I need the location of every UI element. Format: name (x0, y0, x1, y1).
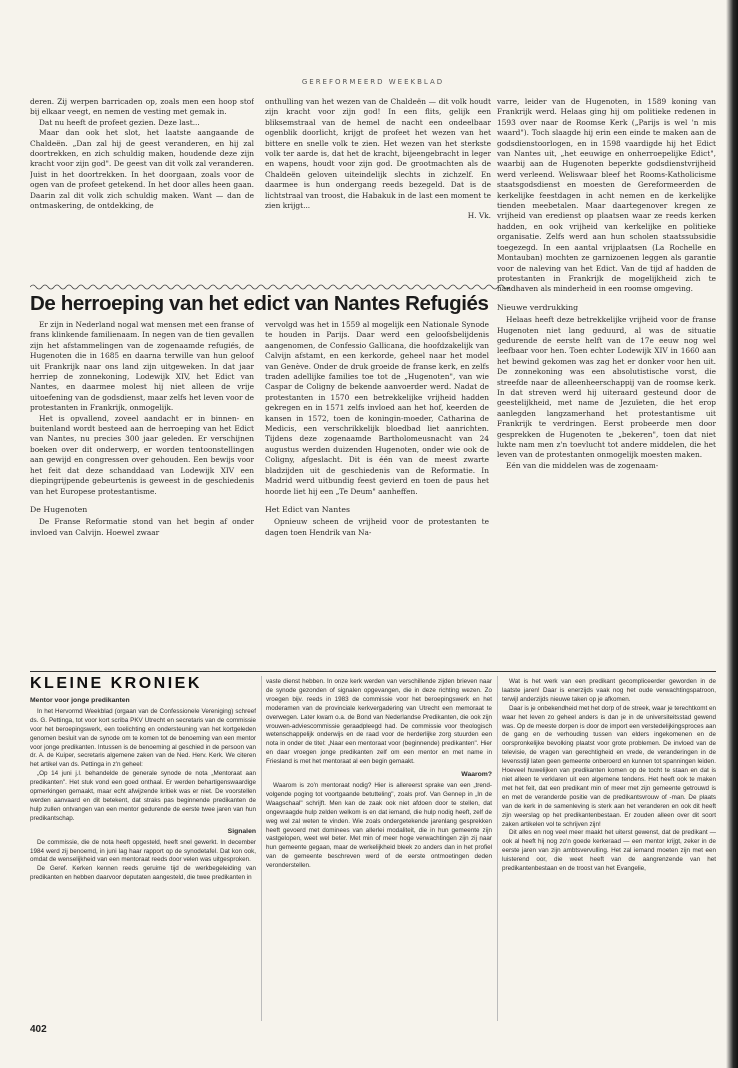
paragraph: Eén van die middelen was de zogenaam- (506, 460, 659, 470)
article-column-2 (265, 320, 489, 670)
kroniek-column-3 (502, 678, 716, 1025)
right-column (497, 97, 716, 669)
paragraph: Dat nu heeft de profeet gezien. Deze last... (39, 117, 200, 127)
wavy-divider (30, 283, 510, 291)
paragraph: Waarom is zo'n mentoraat nodig? Hier is allereerst sprake van een „trend-volgende poging tot voortgaande betutteling", zoals prof. Van Gennep in „In de Waagschaal" schrijft. Men kan de zaak ook niet afdoen door te stellen, dat ongevraagde hulp zelden welkom is en dat iemand, die hulp nodig heeft, zelf de weg wel zal weten te vinden. Wie zoals ondergetekende jarenlang gesprekken heeft gevoerd met dominees van allerlei modaliteit, die in hun gemeente zijn vastgelopen, weet wel beter. Met min of meer hoge verwachtingen zijn zij naar hun gemeente gegaan, maar de werkelijkheid bleek zo anders dan in het profiel van de gemeente beschreven werd of de eerste ontmoetingen deden veronderstellen. (266, 781, 492, 870)
column-rule (261, 676, 262, 1021)
paragraph: onthulling van het wezen van de Chaldeën — dit volk houdt zijn kracht voor zijn god! In een flits, gelijk een bliksemstraal van de hemel de nacht een ondeelbaar ogenblik doorlicht, krijgt de profeet het wezen van het bittere en snelle volk te zien. Het wezen van het sterkste volk ter aarde is, dat het de kracht, bijeengebracht in leger en wapens, houdt voor zijn god. De grootmachten als de Chaldeën geloven uiteindelijk slechts in zichzelf. En daarmee is hun ondergang reeds bezegeld. Dat is de lichtstraal van troost, die Habakuk in de last een moment te zien krijgt... (265, 97, 491, 211)
kroniek-subtitle: Mentor voor jonge predikanten (30, 697, 130, 704)
paragraph: Wat is het werk van een predikant gecompliceerder geworden in de laatste jaren! Daar is enerzijds vaak nog het oude verwachtingspatroon, terwijl anderzijds nieuwe taken op je afkomen. (502, 678, 716, 703)
paragraph: Het is opvallend, zoveel aandacht er in binnen- en buitenland wordt besteed aan de herroeping van het Edict van Nantes, nu precies 300 jaar geleden. Er verschijnen boeken over dit onderwerp, er worden tentoonstellingen aan gewijd en congressen over gehouden. Een bewijs voor het feit dat deze schanddaad van Lodewijk XIV een diepingrijpende gebeurtenis is geweest in de geschiedenis van het Europese protestantisme. (30, 413, 254, 496)
section-heading: Signalen (227, 827, 256, 835)
page-edge-shadow (726, 0, 738, 1068)
paragraph: „Op 14 juni j.l. behandelde de generale synode de nota „Mentoraat aan predikanten". Het stuk vond een goed onthaal. Er werden behartigenswaardige opmerkingen gemaakt, maar echt afwijzende kritiek was er niet. De voorstellen werden aanvaard en dit betekent, dat straks pas beginnende predikanten de hulp zullen ontvangen van een mentor gedurende de eerste twee jaren van hun predikantschap. (30, 770, 256, 822)
article-column-1 (30, 320, 254, 670)
section-divider (30, 671, 716, 672)
section-heading: De Hugenoten (30, 504, 88, 514)
paragraph: Maar dan ook het slot, het laatste aangaande de Chaldeën. „Dan zal hij de geest veranderen, en hij zal doortrekken, en zich schuldig maken, houdende deze zijn kracht voor zijn god". De geest van dit volk zal veranderen. Juist in het doortrekken. In het doorgaan, zoals voor de ogen van de profeet getekend. In het door alles heen gaan. Daarin zal dit volk zich schuldig maken. Want — dan de ontmaskering, de ontdekking, de (30, 128, 254, 211)
author-signature: H. Vk. (467, 211, 491, 221)
paragraph: Daar is je onbekendheid met het dorp of de streek, waar je terechtkomt en waar het leven zo geheel anders is dan je in de universiteitsstad gewend was. Op de meeste dorpen is door de import een verstedelijkingsproces aan de gang en de verhouding tussen van elders ingekomenen en de oorspronkelijke bevolking plaatst voor grote problemen. De invloed van de televisie, de vragen van gerechtigheid en vrede, de veranderingen in de levensstijl laten geen gemeente onberoerd en kunnen tot spanningen leiden. Hoeveel huwelijken van predikanten komen op de tocht te staan en dat is niet alleen te verklaren uit een algemene tendens. Het heeft ook te maken met het feit, dat een predikant min of meer met zijn gemeente getrouwd is en met de veranderde positie van de predikantsvrouw of -man. De plaats van de kerk in de samenleving is sterk aan het veranderen en ook dit heeft zijn weerslag op het predikantenbestaan. Er zouden alleen over dit soort zaken artikelen vol te schrijven zijn! (502, 704, 716, 828)
paragraph: vaste dienst hebben. In onze kerk werden van verschillende zijden brieven naar de synode gezonden of signalen opgevangen, die in deze richting wezen. Zo vroegen bijv. reeds in 1983 de commissie voor het beroepingswerk en het moderamen van de provinciale kerkvergadering van Utrecht een memoraat te overwegen. Later kwam o.a. de Bond van Nederlandse Predikanten, die ook zijn vrouwen-adviescommissie geraadpleegd had. De commissie voor theologisch wetenschappelijk onderwijs en de raad voor de herderlijke zorg stuurden een nota in onder de titel: „Naar een mentoraat voor (beginnende) predikanten". Hier en daar vroegen jonge predikanten zelf om een mentor en met name in Friesland is met het mentoraat al een begin gemaakt. (266, 678, 492, 766)
paragraph: Dit alles en nog veel meer maakt het uiterst gewenst, dat de predikant — ook al heeft hij nog zo'n goede kerkeraad — een mentor krijgt, zeker in de eerste jaren van zijn ambtsvervulling. Het zal iemand moeten zijn met een luisterend oor, die weet heeft van de aangrenzende van het predikantenbestaan en de troost van het Evangelie, (502, 829, 716, 873)
paragraph: vervolgd was het in 1559 al mogelijk een Nationale Synode te houden in Parijs. Daar werd een geloofsbelijdenis aangenomen, de Confessio Gallicana, die hoofdzakelijk van Calvijn afstamt, en een kerkorde, geheel naar het model van Genève. Onder de druk groeide de franse kerk, en zelfs traden adellijke families toe tot de „Hugenoten", van wie Caspar de Coligny de bekende aanvoerder werd. Nadat de protestanten in 1570 een betrekkelijke vrijheid hadden gekregen en in 1571 zelfs invloed aan het hof, keerden de kansen in 1572, toen de koningin-moeder, Catharina de Medicis, een verschrikkelijk bloedbad liet aanrichten. Tijdens deze zogenaamde Bartholomeusnacht van 24 augustus werden duizenden Hugenoten, onder wie ook de Coligny, afgeslacht. Dit is één van de meest zwarte bladzijden uit de geschiedenis van de Reformatie. In Madrid werd uitbundig feest gevierd en toen de paus het hoorde liet hij een „Te Deum" aanheffen. (265, 320, 489, 496)
paragraph: De Geref. Kerken kennen reeds geruime tijd de werkbegeleiding van predikanten en hebben daarvoor deputaten aangesteld, die twee predikanten in (30, 865, 256, 882)
top-column-2 (265, 97, 491, 281)
paragraph: De commissie, die de nota heeft opgesteld, heeft snel gewerkt. In december 1984 werd zij benoemd, in juni lag haar rapport op de synodetafel. Dat kon ook, omdat de wenselijkheid van een mentoraat reeds door velen was uitgesproken. (30, 838, 256, 864)
section-heading: Waarom? (461, 771, 492, 779)
paragraph: deren. Zij werpen barricaden op, zoals men een hoop stof bij elkaar veegt, en nemen de vesting met gemak in. (30, 97, 254, 117)
kroniek-column-2 (266, 678, 492, 1025)
paragraph: Helaas heeft deze betrekkelijke vrijheid voor de franse Hugenoten niet lang geduurd, al was de situatie gedurende de eerste helft van de 17e eeuw nog wel leefbaar voor hen. Toen echter Lodewijk XIV in 1660 aan het bewind gekomen was zag het er donker voor hen uit. De zonnekoning was een absolutistische vorst, die streefde naar de alleenheerschappij van de roomse kerk. In dat streven werd hij uiteraard gesteund door de geestelijkheid, met name de Jezuïeten, die het erop aanlegden langzamerhand het protestantisme uit Frankrijk te verdringen. Eerst probeerde men door gesprekken de Hugenoten te „bekeren", toen dat niet lukte nam men z'n toevlucht tot andere middelen, die het leven van de protestanten onmogelijk moesten maken. (497, 315, 716, 460)
top-column-1 (30, 97, 254, 281)
section-heading: Het Edict van Nantes (265, 504, 350, 514)
column-rule (497, 676, 498, 1021)
paragraph: varre, leider van de Hugenoten, in 1589 koning van Frankrijk werd. Helaas ging hij om politieke redenen in 1593 over naar de Roomse Kerk („Parijs is wel 'n mis waard"). Toch slaagde hij erin een einde te maken aan de godsdienstoorlogen, en in 1598 vaardigde hij het Edict van Nantes uit, „het eeuwige en onherroepelijke Edict", waarbij aan de Hugenoten beperkte godsdienstvrijheid werd verleend. Weliswaar bleef het Rooms-Katholicisme staatsgodsdienst en moesten de Gereformeerden de kerkelijke feestdagen in acht nemen en de kerkelijke tienden meebetalen. Maar daartegenover kregen ze vrijheid van eredienst op plaatsen waar ze reeds kerken hadden, en ook vrijheid van kerkelijke en politieke organisatie. Zelfs werd aan hun scholen staatssubsidie toegezegd. In een aantal vrijplaatsen (La Rochelle en Montauban) mochten ze garnizoenen leggen als garantie voor de naleving van het Edict. Van de tijd af hadden de protestanten in Frankrijk de mogelijkheid zich te handhaven als minderheid in een roomse omgeving. (497, 97, 716, 294)
paragraph: Er zijn in Nederland nogal wat mensen met een franse of frans klinkende familienaam. In negen van de tien gevallen zijn het afstammelingen van de zogenaamde refugiés, de Hugenoten die in 1685 en daarna terwille van hun geloof uit Frankrijk naar ons land zijn uitgeweken. In dat jaar herriep de zonnekoning, Lodewijk XIV, het Edict van Nantes, en daarmee molest hij niet alleen de vrije uitoefening van de godsdienst, maar zelfs het leven voor de protestanten in Frankrijk, onmogelijk. (30, 320, 254, 413)
running-title: GEREFORMEERD WEEKBLAD (301, 78, 445, 86)
section-heading: Nieuwe verdrukking (497, 302, 579, 312)
page-number: 402 (30, 1024, 47, 1035)
paragraph: In het Hervormd Weekblad (orgaan van de Confessionele Vereniging) schreef ds. G. Pettinga, tot voor kort scriba PKV Utrecht en secretaris van de commissie voor het beroepingswerk, een toelichting en ondersteuning van het kortgeleden genomen besluit van de synode om te komen tot de benoeming van een mentor voor jonge predikanten. Intussen is de benoeming al geschied in de persoon van dr. A. de Kuiper, secretaris algemene zaken van de Ned. Herv. Kerk. We citeren het artikel van ds. Pettinga in z'n geheel: (30, 707, 256, 769)
paragraph: Opnieuw scheen de vrijheid voor de protestanten te dagen toen Hendrik van Na- (265, 517, 489, 537)
article-headline: De herroeping van het edict van Nantes Refugiés (30, 292, 489, 315)
kroniek-column-1 (30, 695, 256, 1025)
kleine-kroniek-title: KLEINE KRONIEK (30, 675, 202, 692)
paragraph: De Franse Reformatie stond van het begin af onder invloed van Calvijn. Hoewel zwaar (30, 517, 254, 537)
